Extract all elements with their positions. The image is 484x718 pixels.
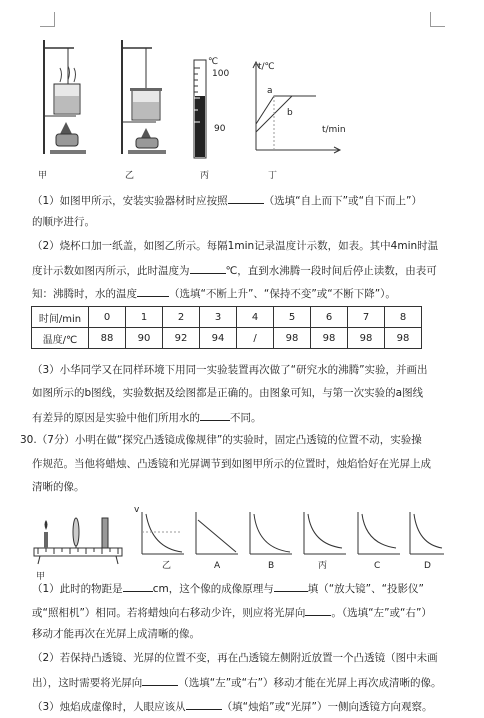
table-cell: 1 xyxy=(126,307,163,328)
graph-ylabel: t/℃ xyxy=(258,62,275,72)
table-cell: / xyxy=(237,328,274,349)
table-cell: 6 xyxy=(311,307,348,328)
optical-bench-diagram xyxy=(32,508,124,578)
table-cell: 8 xyxy=(385,307,422,328)
graph-axis-v: v xyxy=(134,505,140,515)
graph-caption-A: A xyxy=(214,561,221,571)
graph-caption-C: C xyxy=(374,561,381,571)
corner-mark-left xyxy=(40,12,55,27)
caption-jia: 甲 xyxy=(38,171,48,181)
table-cell: 4 xyxy=(237,307,274,328)
answer-blank-boiling-trend[interactable] xyxy=(137,286,169,297)
apparatus-yi-diagram xyxy=(110,38,170,156)
q30-line3: 清晰的像。 xyxy=(32,481,85,493)
table-cell: 0 xyxy=(89,307,126,328)
q2-line2: 度计示数如图丙所示，此时温度为 ℃，直到水沸腾一段时间后停止读数，由表可 xyxy=(32,265,437,277)
table-row-time xyxy=(32,307,422,328)
graph-caption-yi: 乙 xyxy=(162,561,172,571)
table-row-temp xyxy=(32,328,422,349)
caption-bench-jia: 甲 xyxy=(36,572,46,582)
q3-line3: 有差异的原因是实验中他们所用水的 不同。 xyxy=(32,412,262,424)
table-header-time: 时间/min xyxy=(32,307,89,328)
question-number: 30. xyxy=(20,434,37,446)
q3-line2: 如图所示的b图线，实验数据及绘图都是正确的。由图象可知，与第一次实验的a图线 xyxy=(32,387,424,399)
temperature-table xyxy=(31,306,422,349)
table-cell: 98 xyxy=(348,328,385,349)
p3-line1: （3）烛焰成虚像时，人眼应该从 （填“烛焰”或“光屏”）一侧向透镜方向观察。 xyxy=(32,701,433,713)
table-cell: 2 xyxy=(163,307,200,328)
table-cell: 98 xyxy=(385,328,422,349)
q1-line2: 的顺序进行。 xyxy=(32,216,95,228)
graph-label-a: a xyxy=(267,86,273,96)
p2-line2: 出），这时需要将光屏向 （选填“左”或“右”）移动才能在光屏上再次成清晰的像。 xyxy=(32,677,442,689)
table-cell: 5 xyxy=(274,307,311,328)
answer-blank-temperature[interactable] xyxy=(190,263,226,274)
caption-yi: 乙 xyxy=(125,171,135,181)
q2-line3: 知：沸腾时，水的温度 （选填“不断上升”、“保持不变”或“不断下降”）。 xyxy=(32,288,396,300)
temperature-time-graph xyxy=(252,62,342,154)
answer-blank-principle[interactable] xyxy=(274,581,308,592)
answer-blank-water-quantity[interactable] xyxy=(200,410,230,421)
corner-mark-right xyxy=(430,12,445,27)
graph-caption-bing: 丙 xyxy=(318,561,328,571)
answer-blank-screen-direction[interactable] xyxy=(305,605,331,616)
apparatus-jia-diagram xyxy=(30,38,90,156)
q30-line1: 30.（7分）小明在做“探究凸透镜成像规律”的实验时，固定凸透镜的位置不动，实验操 xyxy=(20,434,422,446)
answer-blank-object-distance[interactable] xyxy=(123,581,153,592)
thermometer-unit: ℃ xyxy=(208,57,219,67)
caption-bing: 丙 xyxy=(200,171,210,181)
table-cell: 94 xyxy=(200,328,237,349)
answer-blank-move-direction[interactable] xyxy=(142,675,178,686)
q2-line1: （2）烧杯口加一纸盖，如图乙所示。每隔1min记录温度计示数，如表。其中4min时温 xyxy=(32,240,439,252)
table-cell: 88 xyxy=(89,328,126,349)
thermometer-bing-diagram xyxy=(190,60,210,160)
graph-label-b: b xyxy=(287,108,293,118)
q30-line2: 作规范。当他将蜡烛、凸透镜和光屏调节到如图甲所示的位置时，烛焰恰好在光屏上成 xyxy=(32,458,431,470)
table-cell: 3 xyxy=(200,307,237,328)
table-cell: 7 xyxy=(348,307,385,328)
table-header-temp: 温度/℃ xyxy=(32,328,89,349)
thermometer-tick-90: 90 xyxy=(214,124,226,134)
table-cell: 90 xyxy=(126,328,163,349)
p1-line3: 移动才能再次在光屏上成清晰的像。 xyxy=(32,628,200,640)
answer-blank-order[interactable] xyxy=(228,193,264,204)
answer-blank-observe-side[interactable] xyxy=(186,699,222,710)
graph-xlabel: t/min xyxy=(322,125,346,135)
table-cell: 92 xyxy=(163,328,200,349)
table-cell: 98 xyxy=(274,328,311,349)
table-cell: 98 xyxy=(311,328,348,349)
p2-line1: （2）若保持凸透镜、光屏的位置不变，再在凸透镜左侧附近放置一个凸透镜（图中未画 xyxy=(32,652,438,664)
graph-caption-D: D xyxy=(424,561,431,571)
thermometer-tick-100: 100 xyxy=(212,69,230,79)
image-distance-graphs xyxy=(140,510,446,556)
p1-line1: （1）此时的物距是 cm，这个像的成像原理与 填（“放大镜”、“投影仪” xyxy=(32,583,424,595)
caption-ding: 丁 xyxy=(268,171,278,181)
q3-line1: （3）小华同学又在同样环境下用同一实验装置再次做了“研究水的沸腾”实验，并画出 xyxy=(32,364,428,376)
graph-caption-B: B xyxy=(268,561,275,571)
p1-line2: 或“照相机”）相同。若将蜡烛向右移动少许，则应将光屏向 。（选填“左”或“右”） xyxy=(32,607,432,619)
q1-line1: （1）如图甲所示，安装实验器材时应按照 （选填“自上而下”或“自下而上”） xyxy=(32,195,422,207)
